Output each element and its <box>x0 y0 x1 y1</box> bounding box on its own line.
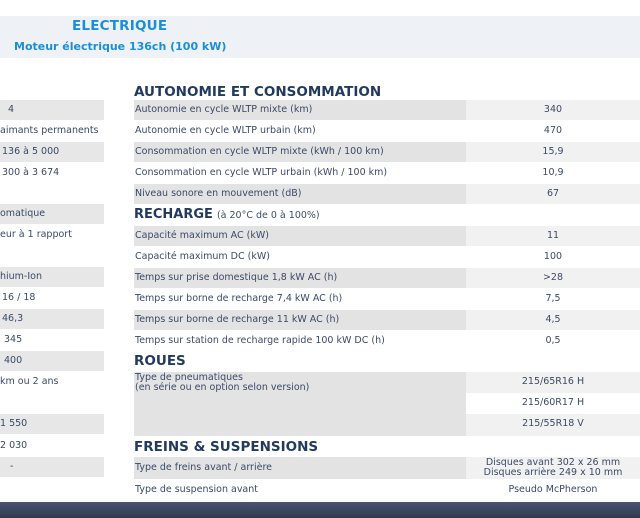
row-label: Temps sur station de recharge rapide 100 kW DC (h) <box>135 335 385 346</box>
row-label: Temps sur borne de recharge 7,4 kW AC (h) <box>135 293 343 304</box>
row-value: 0,5 <box>545 335 561 346</box>
table-row <box>134 121 640 141</box>
table-row <box>134 184 640 204</box>
table-row <box>134 289 640 309</box>
tyre-value: 215/65R16 H <box>466 372 640 393</box>
taskbar <box>0 502 640 518</box>
row-value: 470 <box>543 125 563 136</box>
row-value: >28 <box>466 268 640 288</box>
row-label: Temps sur borne de recharge 11 kW AC (h) <box>134 310 466 330</box>
left-cell: km ou 2 ans <box>0 376 59 387</box>
row-label: Capacité maximum AC (kW) <box>134 226 466 246</box>
row-label: Consommation en cycle WLTP mixte (kWh / 100 km) <box>134 142 466 162</box>
left-cell: 46,3 <box>0 309 104 329</box>
table-row <box>134 142 640 162</box>
left-cell: - <box>0 457 104 477</box>
recharge-title: RECHARGE <box>134 207 213 222</box>
brake-rear: Disques arrière 249 x 10 mm <box>483 466 623 478</box>
left-cell: aimants permanents <box>0 125 99 136</box>
row-value: 10,9 <box>542 167 564 178</box>
row-label: Type de freins avant / arrière <box>134 457 466 479</box>
tyre-value: 215/55R18 V <box>466 414 640 436</box>
table-row <box>134 310 640 330</box>
table-row <box>134 247 640 267</box>
tyre-label-line1: Type de pneumatiques <box>135 372 243 383</box>
left-cell: 300 à 3 674 <box>2 167 60 178</box>
recharge-note: (à 20°C de 0 à 100%) <box>216 210 320 221</box>
brake-front: Disques avant 302 x 26 mm <box>485 457 621 468</box>
table-row <box>134 331 640 351</box>
row-label: Niveau sonore en mouvement (dB) <box>134 184 466 204</box>
section-title-freins: FREINS & SUSPENSIONS <box>134 439 319 455</box>
tyre-label <box>134 372 466 436</box>
left-cell: hium-Ion <box>0 267 104 287</box>
tyre-row <box>134 372 640 436</box>
row-value: 15,9 <box>466 142 640 162</box>
page-title: ELECTRIQUE <box>72 18 168 34</box>
row-value: 340 <box>466 100 640 120</box>
row-value: 7,5 <box>545 293 561 304</box>
row-label: Capacité maximum DC (kW) <box>135 251 270 262</box>
left-cell: eur à 1 rapport <box>0 229 72 240</box>
table-row <box>134 268 640 288</box>
section-title-roues: ROUES <box>134 353 186 369</box>
row-label: Consommation en cycle WLTP urbain (kWh / 100 km) <box>135 167 388 178</box>
left-cell: 4 <box>0 100 104 120</box>
row-value <box>466 457 640 479</box>
left-cell: 2 030 <box>0 440 28 451</box>
row-label: Autonomie en cycle WLTP urbain (km) <box>135 125 316 136</box>
left-cell: 1 550 <box>0 414 104 434</box>
left-cell: 345 <box>4 334 23 345</box>
section-title-autonomie: AUTONOMIE ET CONSOMMATION <box>134 84 382 100</box>
table-row <box>134 100 640 120</box>
section-title-recharge <box>134 207 320 222</box>
tyre-value: 215/60R17 H <box>466 393 640 414</box>
tyre-label-line2: (en série ou en option selon version) <box>135 382 310 393</box>
table-row <box>134 480 640 500</box>
row-value: 4,5 <box>466 310 640 330</box>
table-row <box>134 226 640 246</box>
left-cell: 136 à 5 000 <box>0 142 104 162</box>
row-value: 11 <box>466 226 640 246</box>
row-label: Type de suspension avant <box>135 484 259 495</box>
engine-subtitle: Moteur électrique 136ch (100 kW) <box>14 40 227 53</box>
table-row <box>134 457 640 479</box>
row-value: 67 <box>466 184 640 204</box>
left-cell: 400 <box>0 351 104 371</box>
row-value: 100 <box>543 251 563 262</box>
left-cell: omatique <box>0 204 104 224</box>
left-cell: 16 / 18 <box>2 292 36 303</box>
row-label: Autonomie en cycle WLTP mixte (km) <box>134 100 466 120</box>
row-value: Pseudo McPherson <box>508 484 598 495</box>
row-label: Temps sur prise domestique 1,8 kW AC (h) <box>134 268 466 288</box>
table-row <box>134 163 640 183</box>
